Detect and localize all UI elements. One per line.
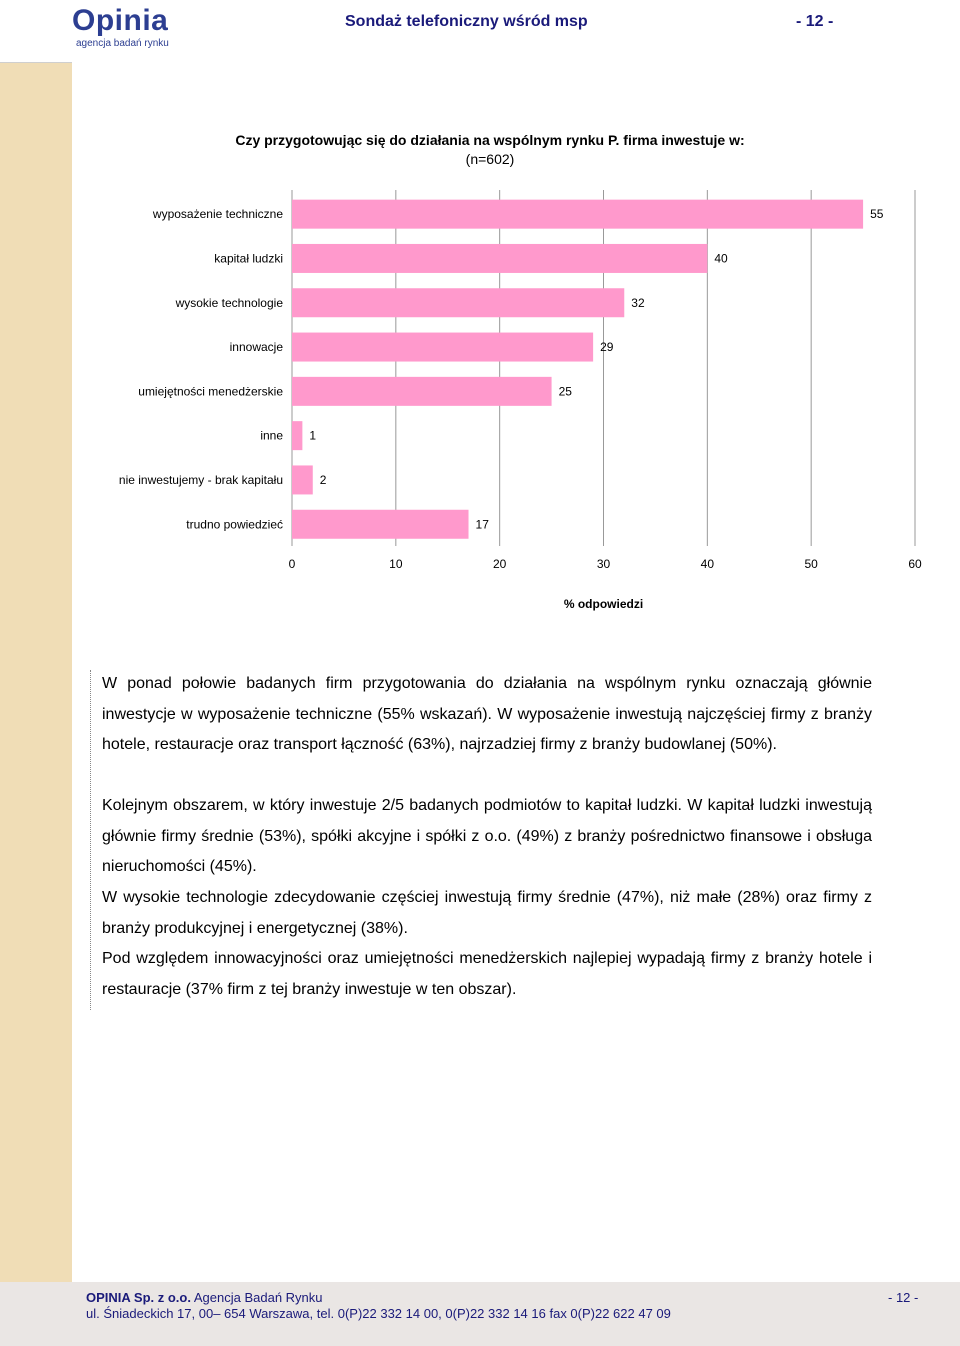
paragraph-2: Kolejnym obszarem, w który inwestuje 2/5 badanych podmiotów to kapitał ludzki. W kapitał ludzki inwestują głównie firmy średnie (53%), spółki akcyjne i spółki z o.o. (49%) z branży pośrednictwo finansowe i obsługa nieruchomości (45%). bbox=[102, 797, 872, 876]
category-label: wysokie technologie bbox=[175, 295, 283, 310]
footer-page-number: - 12 - bbox=[888, 1290, 919, 1305]
footer-address: ul. Śniadeckich 17, 00– 654 Warszawa, tel. 0(P)22 332 14 00, 0(P)22 332 14 16 fax 0(P)22 622 47 09 bbox=[86, 1306, 671, 1321]
category-label: umiejętności menedżerskie bbox=[138, 384, 283, 399]
bar-chart bbox=[0, 0, 960, 640]
logo-wordmark: Opinia bbox=[72, 4, 169, 37]
data-label: 1 bbox=[309, 428, 317, 443]
data-label: 32 bbox=[631, 295, 645, 310]
margin-dotted-line bbox=[90, 670, 91, 1010]
chart-subtitle: (n=602) bbox=[465, 151, 515, 167]
data-label: 29 bbox=[600, 340, 614, 355]
bar bbox=[292, 510, 469, 539]
header-title: Sondaż telefoniczny wśród msp bbox=[345, 13, 588, 30]
footer-company-name: OPINIA Sp. z o.o. bbox=[86, 1290, 191, 1305]
x-tick-label: 40 bbox=[700, 557, 715, 571]
chart-title: Czy przygotowując się do działania na wspólnym rynku P. firma inwestuje w: bbox=[235, 132, 745, 148]
footer-company bbox=[86, 1290, 323, 1305]
category-label: trudno powiedzieć bbox=[186, 517, 283, 532]
bar bbox=[292, 421, 302, 450]
data-label: 40 bbox=[714, 251, 728, 266]
data-label: 25 bbox=[558, 384, 572, 399]
data-label: 2 bbox=[319, 472, 327, 487]
category-label: wyposażenie techniczne bbox=[152, 207, 283, 222]
category-label: inne bbox=[260, 428, 283, 443]
paragraph-1: W ponad połowie badanych firm przygotowania do działania na wspólnym rynku oznaczają głównie inwestycje w wyposażenie techniczne (55% wskazań). W wyposażenie inwestują najczęściej firmy z branży hotele, restauracje oraz transport łączność (63%), najrzadziej firmy z branży budowlanej (50%). bbox=[102, 675, 872, 754]
bar bbox=[292, 333, 593, 362]
header-page-number: - 12 - bbox=[796, 13, 834, 30]
paragraph-3: W wysokie technologie zdecydowanie częściej inwestują firmy średnie (47%), niż małe (28%) oraz firmy z branży produkcyjnej i energetycznej (38%). bbox=[102, 889, 872, 937]
paragraph-4: Pod względem innowacyjności oraz umiejętności menedżerskich najlepiej wypadają firmy z branży hotele i restauracje (37% firm z tej branży inwestuje w ten obszar). bbox=[102, 950, 872, 998]
x-axis-label: % odpowiedzi bbox=[563, 597, 644, 611]
bar bbox=[292, 244, 707, 273]
bar bbox=[292, 465, 313, 494]
data-label: 17 bbox=[475, 517, 489, 532]
logo-subtitle: agencja badań rynku bbox=[76, 38, 169, 49]
x-tick-label: 30 bbox=[596, 557, 611, 571]
bar bbox=[292, 288, 624, 317]
category-label: innowacje bbox=[229, 340, 283, 355]
category-label: nie inwestujemy - brak kapitału bbox=[118, 472, 283, 487]
footer-company-tagline: Agencja Badań Rynku bbox=[190, 1290, 323, 1305]
x-tick-label: 0 bbox=[288, 557, 296, 571]
x-tick-label: 50 bbox=[804, 557, 818, 571]
x-tick-label: 20 bbox=[492, 557, 507, 571]
bar bbox=[292, 377, 552, 406]
category-label: kapitał ludzki bbox=[214, 251, 283, 266]
x-tick-label: 10 bbox=[389, 557, 403, 571]
x-tick-label: 60 bbox=[908, 557, 922, 571]
data-label: 55 bbox=[870, 207, 884, 222]
bar bbox=[292, 200, 863, 229]
